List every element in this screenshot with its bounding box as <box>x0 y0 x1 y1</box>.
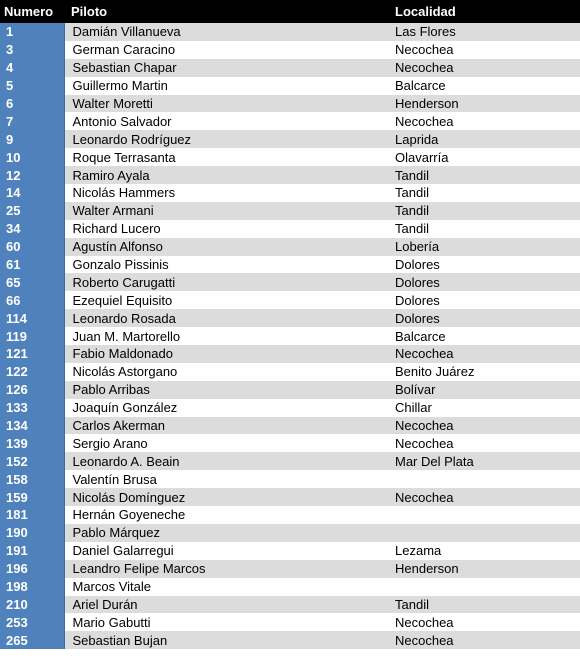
row-number: 34 <box>0 220 64 238</box>
table-row <box>0 434 580 452</box>
row-number: 14 <box>0 184 64 202</box>
pilot-locality: Necochea <box>388 41 580 59</box>
pilot-locality <box>388 524 580 542</box>
table-row <box>0 363 580 381</box>
pilot-locality: Olavarría <box>388 148 580 166</box>
header-localidad[interactable]: Localidad <box>388 0 580 23</box>
pilot-locality: Necochea <box>388 434 580 452</box>
table-row <box>0 381 580 399</box>
pilot-name: Walter Armani <box>64 202 388 220</box>
table-row <box>0 417 580 435</box>
row-number: 119 <box>0 327 64 345</box>
pilot-locality: Henderson <box>388 95 580 113</box>
row-number: 139 <box>0 434 64 452</box>
pilot-name: Nicolás Domínguez <box>64 488 388 506</box>
pilot-name: Pablo Márquez <box>64 524 388 542</box>
row-number: 134 <box>0 417 64 435</box>
pilot-locality: Balcarce <box>388 327 580 345</box>
table-row <box>0 345 580 363</box>
header-numero[interactable]: Numero <box>0 0 64 23</box>
pilot-locality <box>388 506 580 524</box>
table-row <box>0 238 580 256</box>
pilot-locality: Necochea <box>388 112 580 130</box>
table-row <box>0 488 580 506</box>
row-number: 210 <box>0 596 64 614</box>
pilot-name: Nicolás Astorgano <box>64 363 388 381</box>
table-row <box>0 41 580 59</box>
row-number: 122 <box>0 363 64 381</box>
row-number: 191 <box>0 542 64 560</box>
table-row <box>0 327 580 345</box>
table-row <box>0 560 580 578</box>
pilot-name: Leandro Felipe Marcos <box>64 560 388 578</box>
table-row <box>0 77 580 95</box>
row-number: 60 <box>0 238 64 256</box>
pilot-locality: Laprida <box>388 130 580 148</box>
row-number: 6 <box>0 95 64 113</box>
row-number: 66 <box>0 291 64 309</box>
pilot-locality: Necochea <box>388 345 580 363</box>
table-row <box>0 506 580 524</box>
table-header <box>0 0 580 23</box>
pilot-name: Ariel Durán <box>64 596 388 614</box>
pilot-name: Antonio Salvador <box>64 112 388 130</box>
pilot-locality: Necochea <box>388 631 580 649</box>
table-row <box>0 184 580 202</box>
row-number: 159 <box>0 488 64 506</box>
pilot-locality: Necochea <box>388 488 580 506</box>
row-number: 9 <box>0 130 64 148</box>
pilot-name: Carlos Akerman <box>64 417 388 435</box>
table-row <box>0 524 580 542</box>
pilot-locality: Necochea <box>388 417 580 435</box>
pilot-name: Ezequiel Equisito <box>64 291 388 309</box>
pilot-locality: Tandil <box>388 202 580 220</box>
table-row <box>0 613 580 631</box>
table-row <box>0 202 580 220</box>
pilot-name: Richard Lucero <box>64 220 388 238</box>
pilot-name: Marcos Vitale <box>64 578 388 596</box>
row-number: 1 <box>0 23 64 41</box>
pilot-locality: Dolores <box>388 273 580 291</box>
pilot-name: Hernán Goyeneche <box>64 506 388 524</box>
pilot-locality: Henderson <box>388 560 580 578</box>
pilot-locality: Dolores <box>388 256 580 274</box>
table-row <box>0 220 580 238</box>
row-number: 10 <box>0 148 64 166</box>
row-number: 181 <box>0 506 64 524</box>
table-row <box>0 291 580 309</box>
pilot-locality: Mar Del Plata <box>388 452 580 470</box>
table-row <box>0 166 580 184</box>
row-number: 196 <box>0 560 64 578</box>
pilot-name: Agustín Alfonso <box>64 238 388 256</box>
pilot-locality: Tandil <box>388 184 580 202</box>
table-body <box>0 23 580 649</box>
pilot-locality: Dolores <box>388 291 580 309</box>
table-row <box>0 309 580 327</box>
pilot-locality: Tandil <box>388 166 580 184</box>
pilot-name: Mario Gabutti <box>64 613 388 631</box>
pilot-locality <box>388 470 580 488</box>
pilot-name: Sergio Arano <box>64 434 388 452</box>
pilot-name: Pablo Arribas <box>64 381 388 399</box>
row-number: 190 <box>0 524 64 542</box>
table-row <box>0 59 580 77</box>
table-row <box>0 452 580 470</box>
pilot-locality: Dolores <box>388 309 580 327</box>
row-number: 152 <box>0 452 64 470</box>
pilot-name: Sebastian Bujan <box>64 631 388 649</box>
table-row <box>0 23 580 41</box>
header-piloto[interactable]: Piloto <box>64 0 388 23</box>
row-number: 133 <box>0 399 64 417</box>
pilot-name: Ramiro Ayala <box>64 166 388 184</box>
row-number: 3 <box>0 41 64 59</box>
pilot-name: Leonardo Rosada <box>64 309 388 327</box>
row-number: 4 <box>0 59 64 77</box>
pilot-name: Guillermo Martin <box>64 77 388 95</box>
pilot-name: Nicolás Hammers <box>64 184 388 202</box>
row-number: 198 <box>0 578 64 596</box>
table-row <box>0 112 580 130</box>
row-number: 61 <box>0 256 64 274</box>
table-row <box>0 130 580 148</box>
row-number: 265 <box>0 631 64 649</box>
pilot-name: Fabio Maldonado <box>64 345 388 363</box>
table-row <box>0 256 580 274</box>
table-row <box>0 470 580 488</box>
pilot-name: Daniel Galarregui <box>64 542 388 560</box>
pilot-locality: Tandil <box>388 220 580 238</box>
row-number: 121 <box>0 345 64 363</box>
table-row <box>0 542 580 560</box>
table-row <box>0 399 580 417</box>
pilot-locality: Benito Juárez <box>388 363 580 381</box>
pilot-name: Damián Villanueva <box>64 23 388 41</box>
row-number: 126 <box>0 381 64 399</box>
pilot-locality: Necochea <box>388 613 580 631</box>
pilot-name: Joaquín González <box>64 399 388 417</box>
row-number: 12 <box>0 166 64 184</box>
pilot-locality: Chillar <box>388 399 580 417</box>
pilot-locality: Balcarce <box>388 77 580 95</box>
pilot-name: Valentín Brusa <box>64 470 388 488</box>
pilot-locality: Las Flores <box>388 23 580 41</box>
pilot-name: Roberto Carugatti <box>64 273 388 291</box>
row-number: 25 <box>0 202 64 220</box>
table-row <box>0 596 580 614</box>
pilot-name: German Caracino <box>64 41 388 59</box>
pilot-locality: Tandil <box>388 596 580 614</box>
row-number: 65 <box>0 273 64 291</box>
pilot-name: Leonardo Rodríguez <box>64 130 388 148</box>
pilot-name: Sebastian Chapar <box>64 59 388 77</box>
pilot-locality: Bolívar <box>388 381 580 399</box>
table-row <box>0 95 580 113</box>
header-row <box>0 0 580 23</box>
pilot-locality: Necochea <box>388 59 580 77</box>
pilot-locality: Lezama <box>388 542 580 560</box>
pilot-name: Walter Moretti <box>64 95 388 113</box>
table-row <box>0 578 580 596</box>
row-number: 5 <box>0 77 64 95</box>
pilot-locality <box>388 578 580 596</box>
table-row <box>0 631 580 649</box>
pilot-name: Gonzalo Pissinis <box>64 256 388 274</box>
table-row <box>0 148 580 166</box>
row-number: 7 <box>0 112 64 130</box>
row-number: 114 <box>0 309 64 327</box>
pilot-name: Leonardo A. Beain <box>64 452 388 470</box>
row-number: 158 <box>0 470 64 488</box>
pilot-locality: Lobería <box>388 238 580 256</box>
table-row <box>0 273 580 291</box>
row-number: 253 <box>0 613 64 631</box>
pilot-name: Roque Terrasanta <box>64 148 388 166</box>
pilot-name: Juan M. Martorello <box>64 327 388 345</box>
